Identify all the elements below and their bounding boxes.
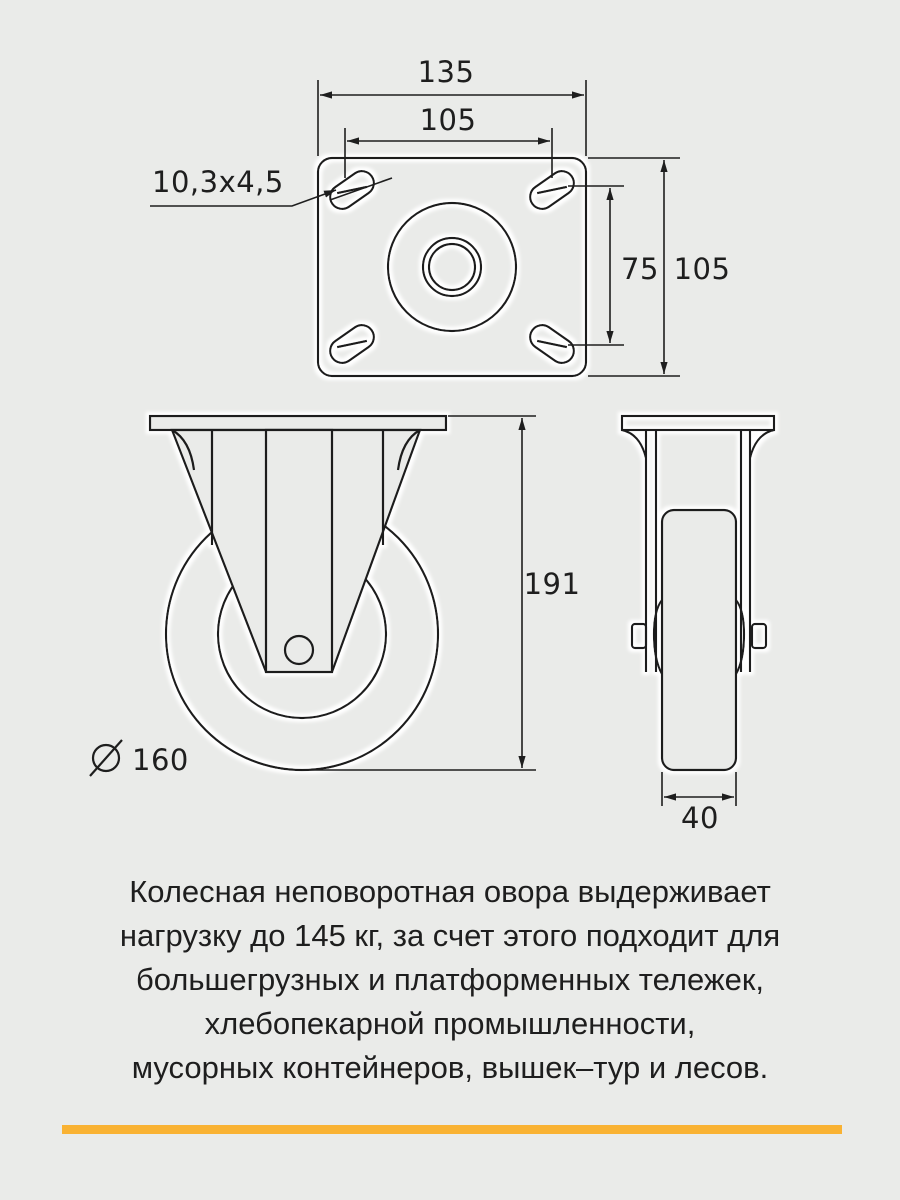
product-description: [60, 870, 840, 1090]
dim-height: 191: [523, 567, 581, 601]
dim-plate-length: 105: [673, 252, 731, 286]
dim-hole-spacing-y: 75: [621, 252, 659, 286]
dim-slot-size: 10,3x4,5: [152, 165, 284, 199]
front-view: [622, 416, 774, 770]
description-line: большегрузных и платформенных тележек,: [135, 962, 765, 997]
description-line: нагрузку до 145 кг, за счет этого подходит для: [119, 918, 781, 953]
axle-nut-left: [632, 624, 646, 648]
slot-top-left: [325, 166, 378, 213]
dim-plate-width: 135: [417, 55, 475, 89]
side-top-plate: [150, 416, 446, 430]
dim-wheel-diameter: 160: [132, 743, 189, 777]
front-wheel: [662, 510, 736, 770]
description-line: Колесная неповоротная овора выдерживает: [129, 874, 771, 909]
slot-bottom-right: [525, 320, 578, 367]
slot-bottom-left: [325, 320, 378, 367]
front-top-plate: [622, 416, 774, 430]
dim-wheel-width: 40: [681, 801, 719, 835]
center-hub-outer: [423, 238, 481, 296]
center-boss: [388, 203, 516, 331]
dim-hole-spacing-x: 105: [419, 103, 477, 137]
description-line: хлебопекарной промышленности,: [204, 1006, 696, 1041]
side-view: [150, 416, 446, 770]
diameter-icon: [90, 740, 122, 776]
axle-nut-right: [752, 624, 766, 648]
center-hub-inner: [429, 244, 475, 290]
accent-bar: [62, 1125, 842, 1134]
description-line: мусорных контейнеров, вышек–тур и лесов.: [131, 1050, 769, 1085]
